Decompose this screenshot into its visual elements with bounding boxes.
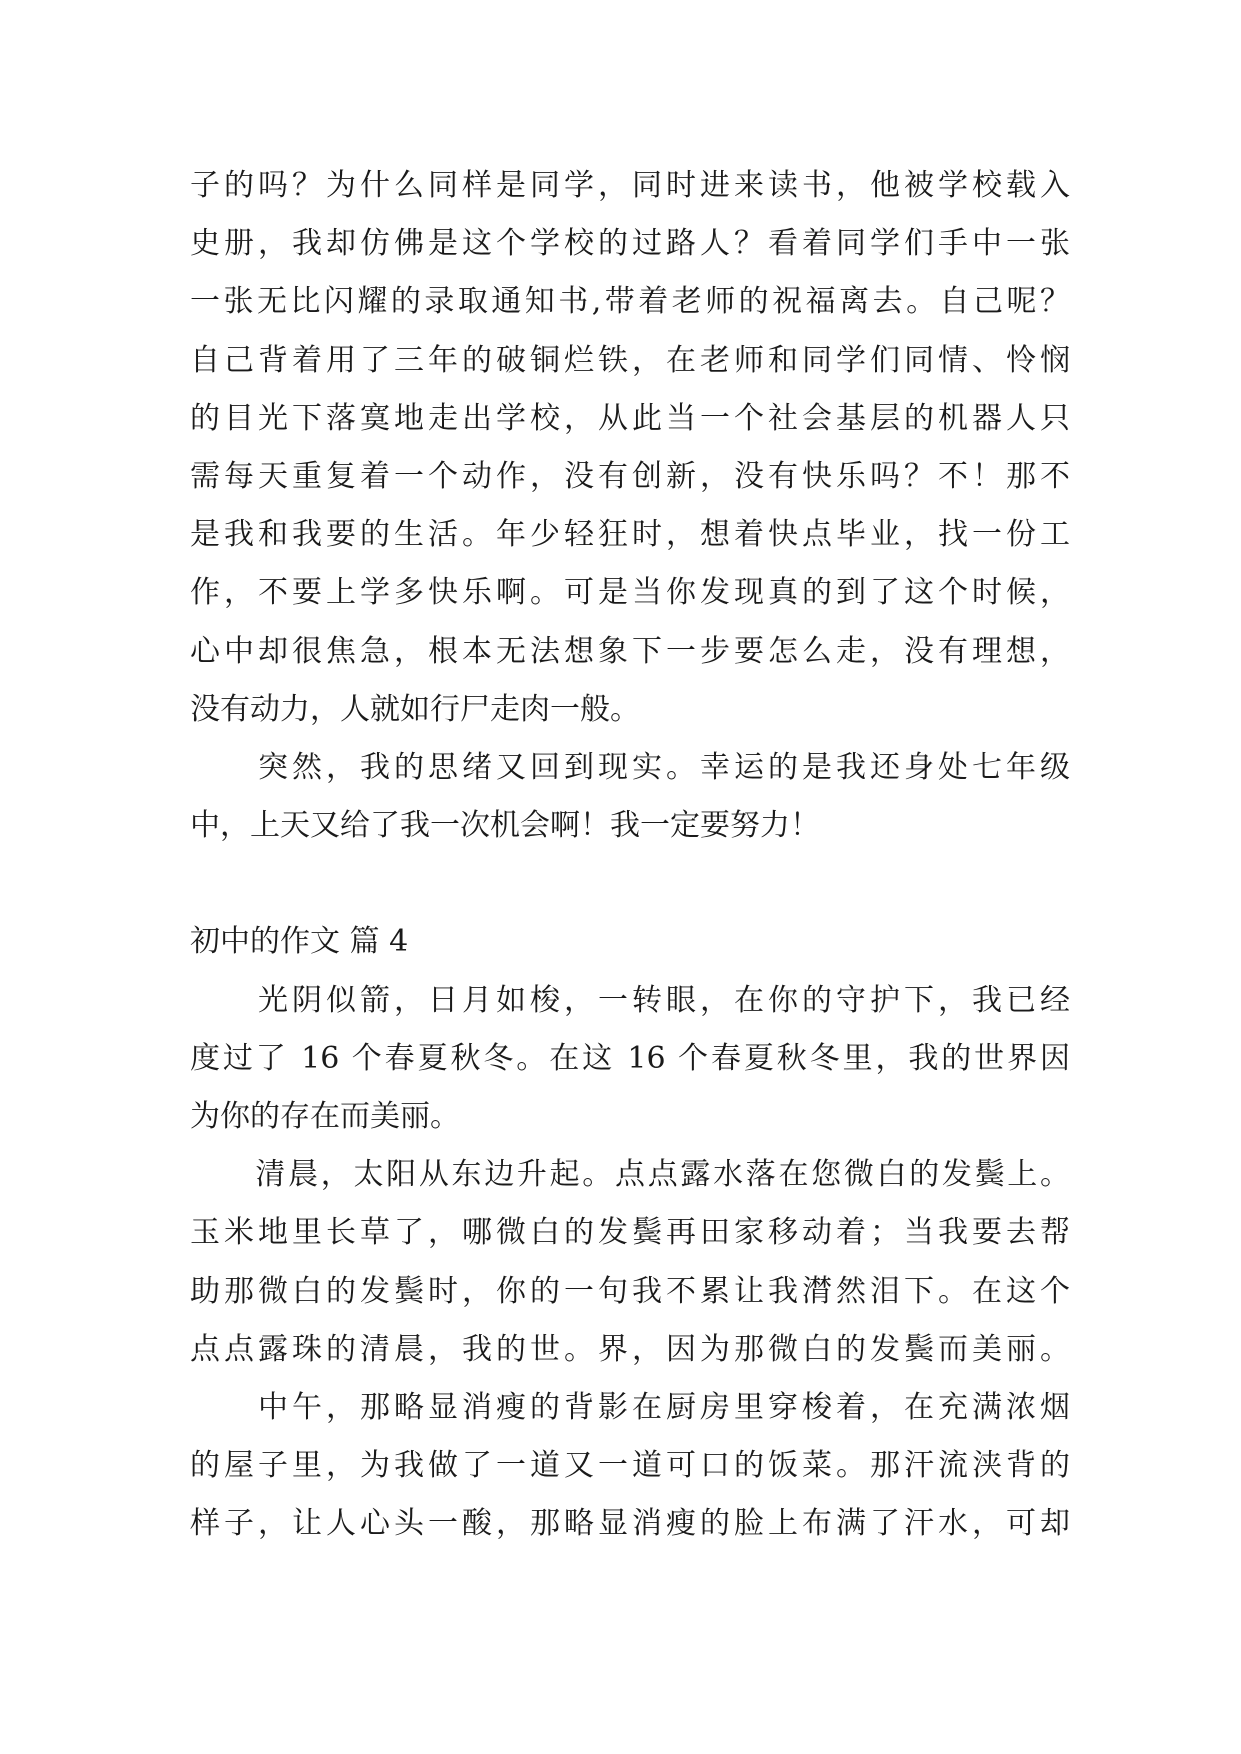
text-line: 自己背着用了三年的破铜烂铁，在老师和同学们同情、怜悯 (190, 342, 1070, 378)
text-line: 需每天重复着一个动作，没有创新，没有快乐吗？不！那不 (190, 458, 1070, 494)
section-spacer (190, 855, 1070, 913)
text-line: 光阴似箭，日月如梭，一转眼，在你的守护下，我已经 (190, 982, 1070, 1018)
text-line: 样子，让人心头一酸，那略显消瘦的脸上布满了汗水，可却 (190, 1506, 1070, 1542)
text-line: 玉米地里长草了，哪微白的发鬓再田家移动着；当我要去帮 (190, 1215, 1070, 1251)
paragraph (190, 739, 1070, 855)
text-line: 史册，我却仿佛是这个学校的过路人？看着同学们手中一张 (190, 226, 1070, 262)
paragraph (190, 1146, 1070, 1379)
text-line: 度过了 16 个春夏秋冬。在这 16 个春夏秋冬里，我的世界因 (190, 1040, 1070, 1076)
text-line: 心中却很焦急，根本无法想象下一步要怎么走，没有理想， (190, 633, 1070, 669)
document-body (190, 157, 1070, 1554)
text-line: 助那微白的发鬓时，你的一句我不累让我潸然泪下。在这个 (190, 1273, 1070, 1309)
section-heading: 初中的作文 篇 4 (190, 924, 409, 960)
text-line: 是我和我要的生活。年少轻狂时，想着快点毕业，找一份工 (190, 517, 1070, 553)
paragraph (190, 972, 1070, 1147)
text-line: 子的吗？为什么同样是同学，同时进来读书，他被学校载入 (190, 168, 1070, 203)
text-line: 一张无比闪耀的录取通知书,带着老师的祝福离去。自己呢？ (190, 284, 1070, 320)
text-line: 作，不要上学多快乐啊。可是当你发现真的到了这个时候， (190, 575, 1070, 611)
text-line: 中午，那略显消瘦的背影在厨房里穿梭着，在充满浓烟 (190, 1389, 1070, 1425)
text-line: 中，上天又给了我一次机会啊！我一定要努力！ (190, 808, 820, 844)
text-line: 点点露珠的清晨，我的世。界，因为那微白的发鬓而美丽。 (190, 1331, 1070, 1367)
text-line: 为你的存在而美丽。 (190, 1099, 460, 1134)
paragraph (190, 1379, 1070, 1554)
text-line: 清晨，太阳从东边升起。点点露水落在您微白的发鬓上。 (190, 1157, 1070, 1193)
text-line: 没有动力，人就如行尸走肉一般。 (190, 691, 640, 727)
text-line: 的目光下落寞地走出学校，从此当一个社会基层的机器人只 (190, 400, 1070, 436)
text-line: 突然，我的思绪又回到现实。幸运的是我还身处七年级 (190, 749, 1070, 785)
paragraph (190, 157, 1070, 739)
text-line: 的屋子里，为我做了一道又一道可口的饭菜。那汗流浃背的 (190, 1448, 1070, 1484)
